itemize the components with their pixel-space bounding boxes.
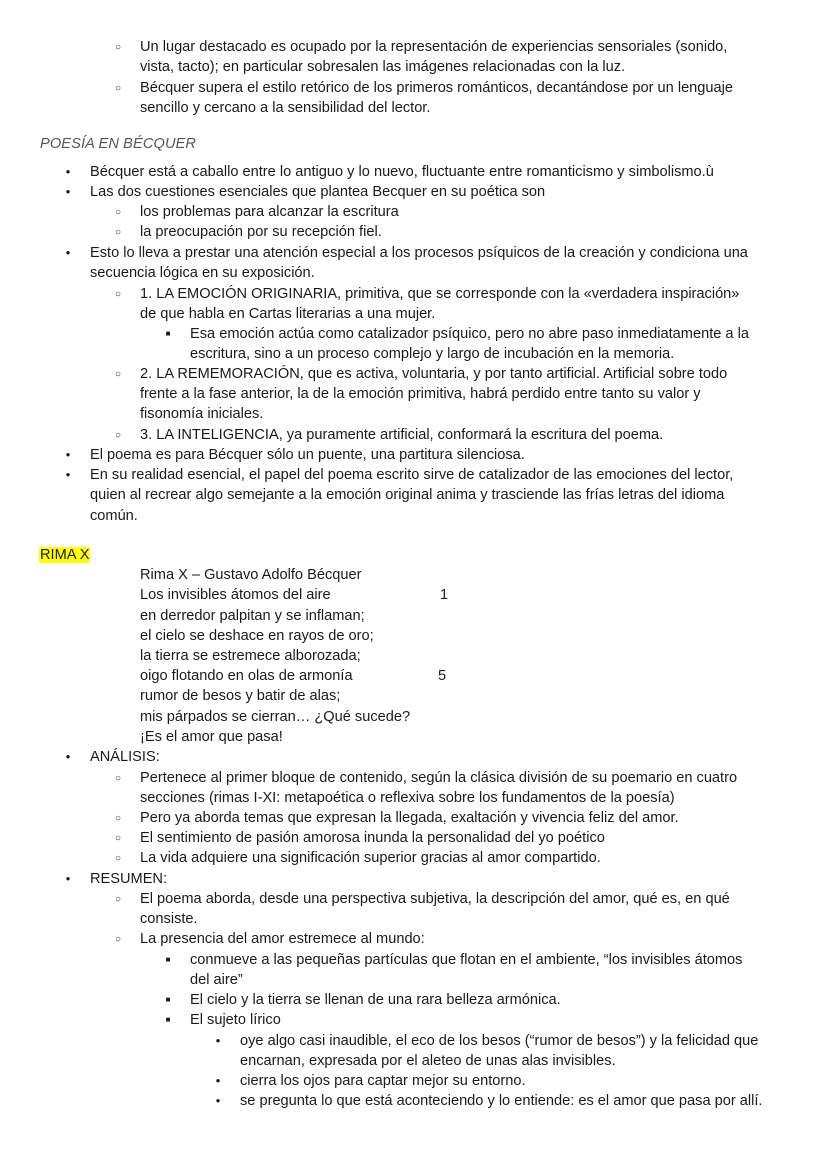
list-item-text: los problemas para alcanzar la escritura — [140, 204, 399, 220]
poem-verse: el cielo se deshace en rayos de oro; — [140, 628, 374, 644]
poem-verse: en derredor palpitan y se inflaman; — [140, 608, 365, 624]
list-item-text: El sujeto lírico — [190, 1012, 281, 1028]
list-item-text: Las dos cuestiones esenciales que plantea Becquer en su poética son — [90, 184, 546, 200]
bullet-dot-icon — [56, 869, 80, 889]
list-item-text: vista, tacto); en particular sobresalen las imágenes relacionadas con la luz. — [140, 59, 626, 75]
list-item-text: ANÁLISIS: — [90, 749, 160, 765]
list-item-text: quien al recrear algo semejante a la emoción original anima y trasciende las frías letras del idioma — [90, 487, 725, 503]
bullet-circle-icon — [106, 222, 130, 242]
list-item-text: del aire” — [190, 972, 243, 988]
bullet-dot-icon — [56, 445, 80, 465]
bullet-circle-icon — [106, 364, 130, 384]
bullet-square-icon — [156, 324, 180, 344]
list-item-text: oye algo casi inaudible, el eco de los besos (“rumor de besos”) y la felicidad que — [240, 1033, 759, 1049]
bullet-dot-icon — [56, 465, 80, 485]
list-item-text: consiste. — [140, 911, 198, 927]
poem-title: Rima X – Gustavo Adolfo Bécquer — [140, 567, 362, 583]
bullet-circle-icon — [106, 284, 130, 304]
list-item-text: cierra los ojos para captar mejor su entorno. — [240, 1073, 526, 1089]
list-item-text: Bécquer está a caballo entre lo antiguo y lo nuevo, fluctuante entre romanticismo y simbolismo.ù — [90, 164, 714, 180]
list-item-text: común. — [90, 508, 138, 524]
bullet-dot-icon — [56, 162, 80, 182]
list-item-text: Pertenece al primer bloque de contenido, según la clásica división de su poemario en cuatro — [140, 770, 738, 786]
bullet-circle-icon — [106, 808, 130, 828]
section-heading: POESÍA EN BÉCQUER — [40, 136, 197, 152]
bullet-dot-icon — [206, 1031, 230, 1051]
bullet-dot-icon — [56, 747, 80, 767]
bullet-circle-icon — [106, 37, 130, 57]
poem-verse: ¡Es el amor que pasa! — [140, 729, 283, 745]
list-item-text: frente a la fase anterior, la de la emoción primitiva, habrá perdido entre tanto su valor y — [140, 386, 701, 402]
list-item-text: secciones (rimas I-XI: metapoética o reflexiva sobre los fundamentos de la poesía) — [140, 790, 675, 806]
list-item-text: Un lugar destacado es ocupado por la representación de experiencias sensoriales (sonido, — [140, 39, 728, 55]
bullet-circle-icon — [106, 768, 130, 788]
bullet-circle-icon — [106, 78, 130, 98]
bullet-square-icon — [156, 990, 180, 1010]
bullet-circle-icon — [106, 889, 130, 909]
poem-verse: Los invisibles átomos del aire — [140, 587, 331, 603]
section-heading — [39, 545, 90, 565]
bullet-square-icon — [156, 950, 180, 970]
list-item-text: de que habla en Cartas literarias a una mujer. — [140, 306, 436, 322]
poem-verse: rumor de besos y batir de alas; — [140, 688, 341, 704]
list-item-text: sencillo y cercano a la sensibilidad del lector. — [140, 100, 431, 116]
list-item-text: 2. LA REMEMORACIÓN, que es activa, voluntaria, y por tanto artificial. Artificial sobre todo — [140, 366, 728, 382]
bullet-dot-icon — [56, 243, 80, 263]
list-item-text: se pregunta lo que está aconteciendo y lo entiende: es el amor que pasa por allí. — [240, 1093, 763, 1109]
list-item-text: secuencia lógica en su exposición. — [90, 265, 315, 281]
bullet-circle-icon — [106, 848, 130, 868]
bullet-circle-icon — [106, 828, 130, 848]
list-item-text: encarnan, expresada por el aleteo de unas alas invisibles. — [240, 1053, 616, 1069]
bullet-circle-icon — [106, 202, 130, 222]
list-item-text: El poema aborda, desde una perspectiva subjetiva, la descripción del amor, qué es, en qué — [140, 891, 730, 907]
line-number: 1 — [440, 587, 449, 603]
bullet-dot-icon — [206, 1091, 230, 1111]
list-item-text: El poema es para Bécquer sólo un puente, una partitura silenciosa. — [90, 447, 525, 463]
list-item-text: El sentimiento de pasión amorosa inunda la personalidad del yo poético — [140, 830, 605, 846]
list-item-text: El cielo y la tierra se llenan de una rara belleza armónica. — [190, 992, 561, 1008]
list-item-text: fisonomía iniciales. — [140, 406, 264, 422]
list-item-text: conmueve a las pequeñas partículas que flotan en el ambiente, “los invisibles átomos — [190, 952, 743, 968]
list-item-text: Bécquer supera el estilo retórico de los primeros románticos, decantándose por un lenguaje — [140, 80, 734, 96]
list-item-text: Esto lo lleva a prestar una atención especial a los procesos psíquicos de la creación y condiciona una — [90, 245, 748, 261]
bullet-circle-icon — [106, 425, 130, 445]
list-item-text: Pero ya aborda temas que expresan la llegada, exaltación y vivencia feliz del amor. — [140, 810, 679, 826]
poem-verse: oigo flotando en olas de armonía — [140, 668, 353, 684]
list-item-text: RESUMEN: — [90, 871, 168, 887]
list-item-text: La presencia del amor estremece al mundo: — [140, 931, 425, 947]
bullet-circle-icon — [106, 929, 130, 949]
bullet-dot-icon — [206, 1071, 230, 1091]
list-item-text: En su realidad esencial, el papel del poema escrito sirve de catalizador de las emociones del lector, — [90, 467, 734, 483]
highlighted-heading: RIMA X — [40, 547, 90, 563]
poem-verse: la tierra se estremece alborozada; — [140, 648, 361, 664]
list-item-text: la preocupación por su recepción fiel. — [140, 224, 382, 240]
bullet-dot-icon — [56, 182, 80, 202]
bullet-square-icon — [156, 1010, 180, 1030]
line-number: 5 — [438, 668, 447, 684]
list-item-text: 1. LA EMOCIÓN ORIGINARIA, primitiva, que se corresponde con la «verdadera inspiración» — [140, 286, 740, 302]
list-item-text: Esa emoción actúa como catalizador psíquico, pero no abre paso inmediatamente a la — [190, 326, 749, 342]
list-item-text: La vida adquiere una significación superior gracias al amor compartido. — [140, 850, 601, 866]
poem-verse: mis párpados se cierran… ¿Qué sucede? — [140, 709, 411, 725]
list-item-text: escritura, sino a un proceso complejo y largo de incubación en la memoria. — [190, 346, 675, 362]
list-item-text: 3. LA INTELIGENCIA, ya puramente artificial, conformará la escritura del poema. — [140, 427, 664, 443]
